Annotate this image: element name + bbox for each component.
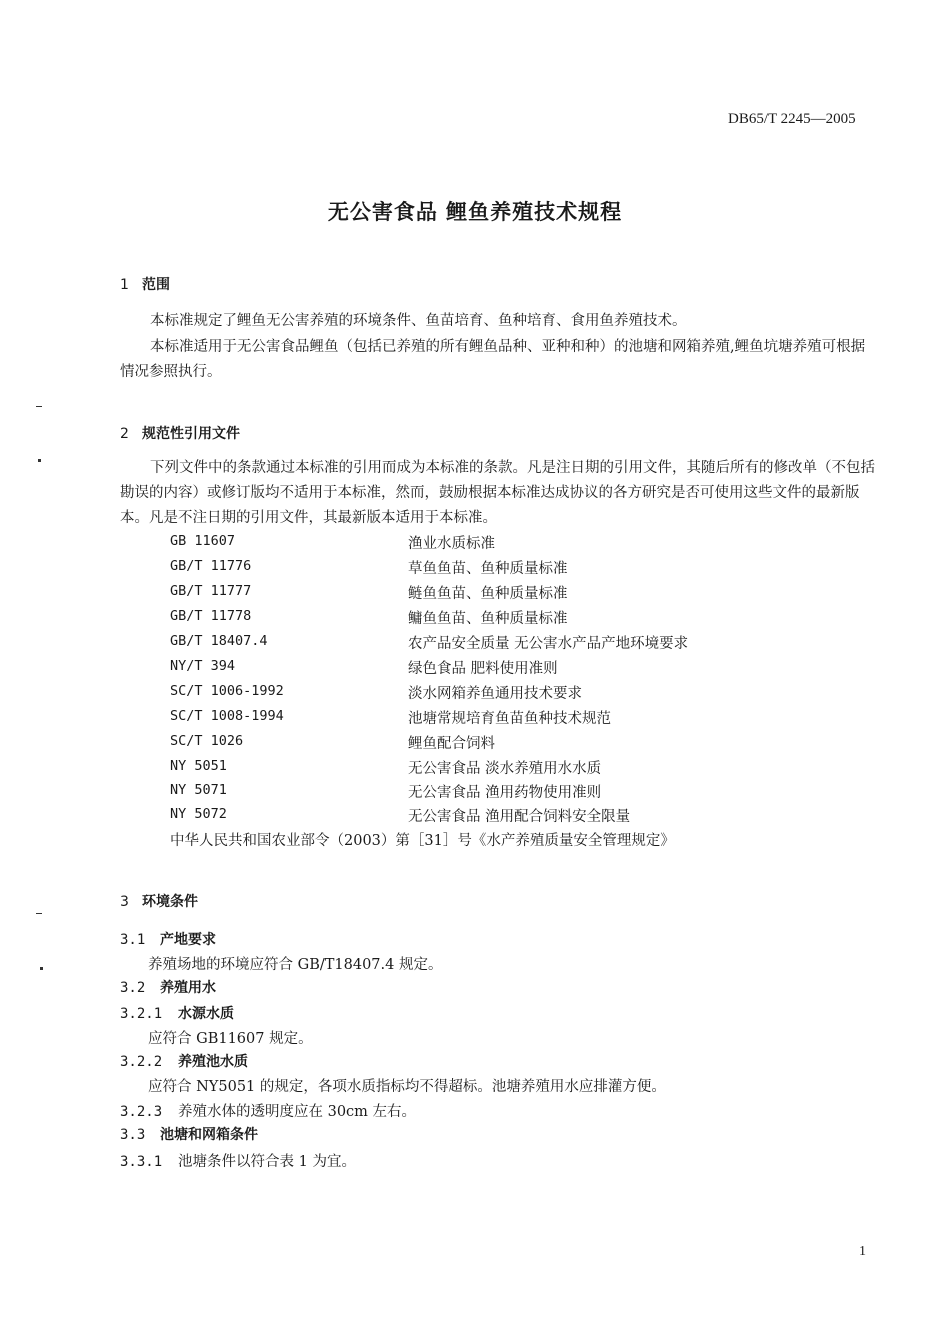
subsection-3-2-number: 3.2 <box>120 980 146 996</box>
section-2-paragraph: 下列文件中的条款通过本标准的引用而成为本标准的条款。凡是注日期的引用文件，其随后所有的修改单（不包括勘误的内容）或修订版均不适用于本标准，然而，鼓励根据本标准达成协议的各方研究是否可使用这些文件的最新版本。凡是不注日期的引用文件，其最新版本适用于本标准。 <box>120 460 875 526</box>
reference-code: NY 5072 <box>170 806 227 822</box>
section-1-number: 1 <box>120 277 129 293</box>
reference-code: NY/T 394 <box>170 658 236 674</box>
subsection-3-2-2-title: 养殖池水质 <box>178 1054 248 1070</box>
reference-code: SC/T 1026 <box>170 733 244 749</box>
reference-code: NY 5051 <box>170 758 227 774</box>
subsection-3-1-title: 产地要求 <box>160 932 216 948</box>
reference-name: 无公害食品 淡水养殖用水水质 <box>408 761 602 777</box>
subsection-3-3-number: 3.3 <box>120 1127 146 1143</box>
subsection-3-2-2-heading <box>120 1051 248 1071</box>
reference-name: 池塘常规培育鱼苗鱼种技术规范 <box>408 711 611 727</box>
subsection-3-2-heading <box>120 977 216 997</box>
reference-code: GB/T 11778 <box>170 608 252 624</box>
reference-decree: 中华人民共和国农业部令（2003）第［31］号《水产养殖质量安全管理规定》 <box>170 833 675 849</box>
reference-name: 无公害食品 渔用药物使用准则 <box>408 785 602 801</box>
section-2-title: 规范性引用文件 <box>142 426 240 442</box>
section-3-number: 3 <box>120 894 129 910</box>
subsection-3-3-title: 池塘和网箱条件 <box>160 1127 258 1143</box>
page-title: 无公害食品 鲤鱼养殖技术规程 <box>327 200 623 224</box>
reference-name: 鳙鱼鱼苗、鱼种质量标准 <box>408 611 568 627</box>
reference-code: GB 11607 <box>170 533 236 549</box>
reference-code: GB/T 11777 <box>170 583 252 599</box>
document-number: DB65/T 2245—2005 <box>728 111 856 127</box>
subsection-3-1-heading <box>120 929 216 949</box>
reference-name: 无公害食品 渔用配合饲料安全限量 <box>408 809 631 825</box>
page-number: 1 <box>859 1244 866 1259</box>
reference-name: 鲤鱼配合饲料 <box>408 736 495 752</box>
scan-mark <box>36 913 42 914</box>
reference-code: GB/T 11776 <box>170 558 252 574</box>
subsection-3-2-1-title: 水源水质 <box>178 1006 234 1022</box>
section-1-heading <box>120 274 170 294</box>
subsection-3-2-2-number: 3.2.2 <box>120 1054 163 1070</box>
scan-mark <box>36 406 42 407</box>
reference-code: NY 5071 <box>170 782 227 798</box>
section-3-title: 环境条件 <box>142 894 198 910</box>
reference-name: 草鱼鱼苗、鱼种质量标准 <box>408 561 568 577</box>
section-1-paragraph-1: 本标准规定了鲤鱼无公害养殖的环境条件、鱼苗培育、鱼种培育、食用鱼养殖技术。 <box>150 313 687 329</box>
reference-code: SC/T 1008-1994 <box>170 708 284 724</box>
subsection-3-3-1-text: 池塘条件以符合表 1 为宜。 <box>178 1154 356 1170</box>
reference-code: GB/T 18407.4 <box>170 633 268 649</box>
section-2-heading <box>120 423 240 443</box>
subsection-3-3-1-number: 3.3.1 <box>120 1154 163 1170</box>
reference-name: 鲢鱼鱼苗、鱼种质量标准 <box>408 586 568 602</box>
reference-code: SC/T 1006-1992 <box>170 683 284 699</box>
section-3-heading <box>120 891 198 911</box>
subsection-3-2-1-text: 应符合 GB11607 规定。 <box>148 1031 313 1047</box>
section-2-number: 2 <box>120 426 129 442</box>
subsection-3-3-1 <box>120 1150 356 1171</box>
scan-mark <box>38 459 41 462</box>
section-1-paragraph-2: 本标准适用于无公害食品鲤鱼（包括已养殖的所有鲤鱼品种、亚种和种）的池塘和网箱养殖,鲤鱼坑塘养殖可根据情况参照执行。 <box>120 339 866 380</box>
subsection-3-2-3 <box>120 1100 416 1121</box>
reference-name: 绿色食品 肥料使用准则 <box>408 661 558 677</box>
subsection-3-2-title: 养殖用水 <box>160 980 216 996</box>
subsection-3-1-number: 3.1 <box>120 932 146 948</box>
subsection-3-2-1-number: 3.2.1 <box>120 1006 163 1022</box>
reference-name: 淡水网箱养鱼通用技术要求 <box>408 686 582 702</box>
reference-name: 农产品安全质量 无公害水产品产地环境要求 <box>408 636 689 652</box>
section-1-title: 范围 <box>142 277 170 293</box>
reference-name: 渔业水质标准 <box>408 536 495 552</box>
scan-mark <box>40 967 43 970</box>
subsection-3-2-2-text: 应符合 NY5051 的规定，各项水质指标均不得超标。池塘养殖用水应排灌方便。 <box>148 1079 666 1095</box>
subsection-3-3-heading <box>120 1124 258 1144</box>
subsection-3-2-3-number: 3.2.3 <box>120 1104 163 1120</box>
subsection-3-2-3-text: 养殖水体的透明度应在 30cm 左右。 <box>178 1104 417 1120</box>
subsection-3-2-1-heading <box>120 1003 234 1023</box>
subsection-3-1-text: 养殖场地的环境应符合 GB/T18407.4 规定。 <box>148 957 443 973</box>
